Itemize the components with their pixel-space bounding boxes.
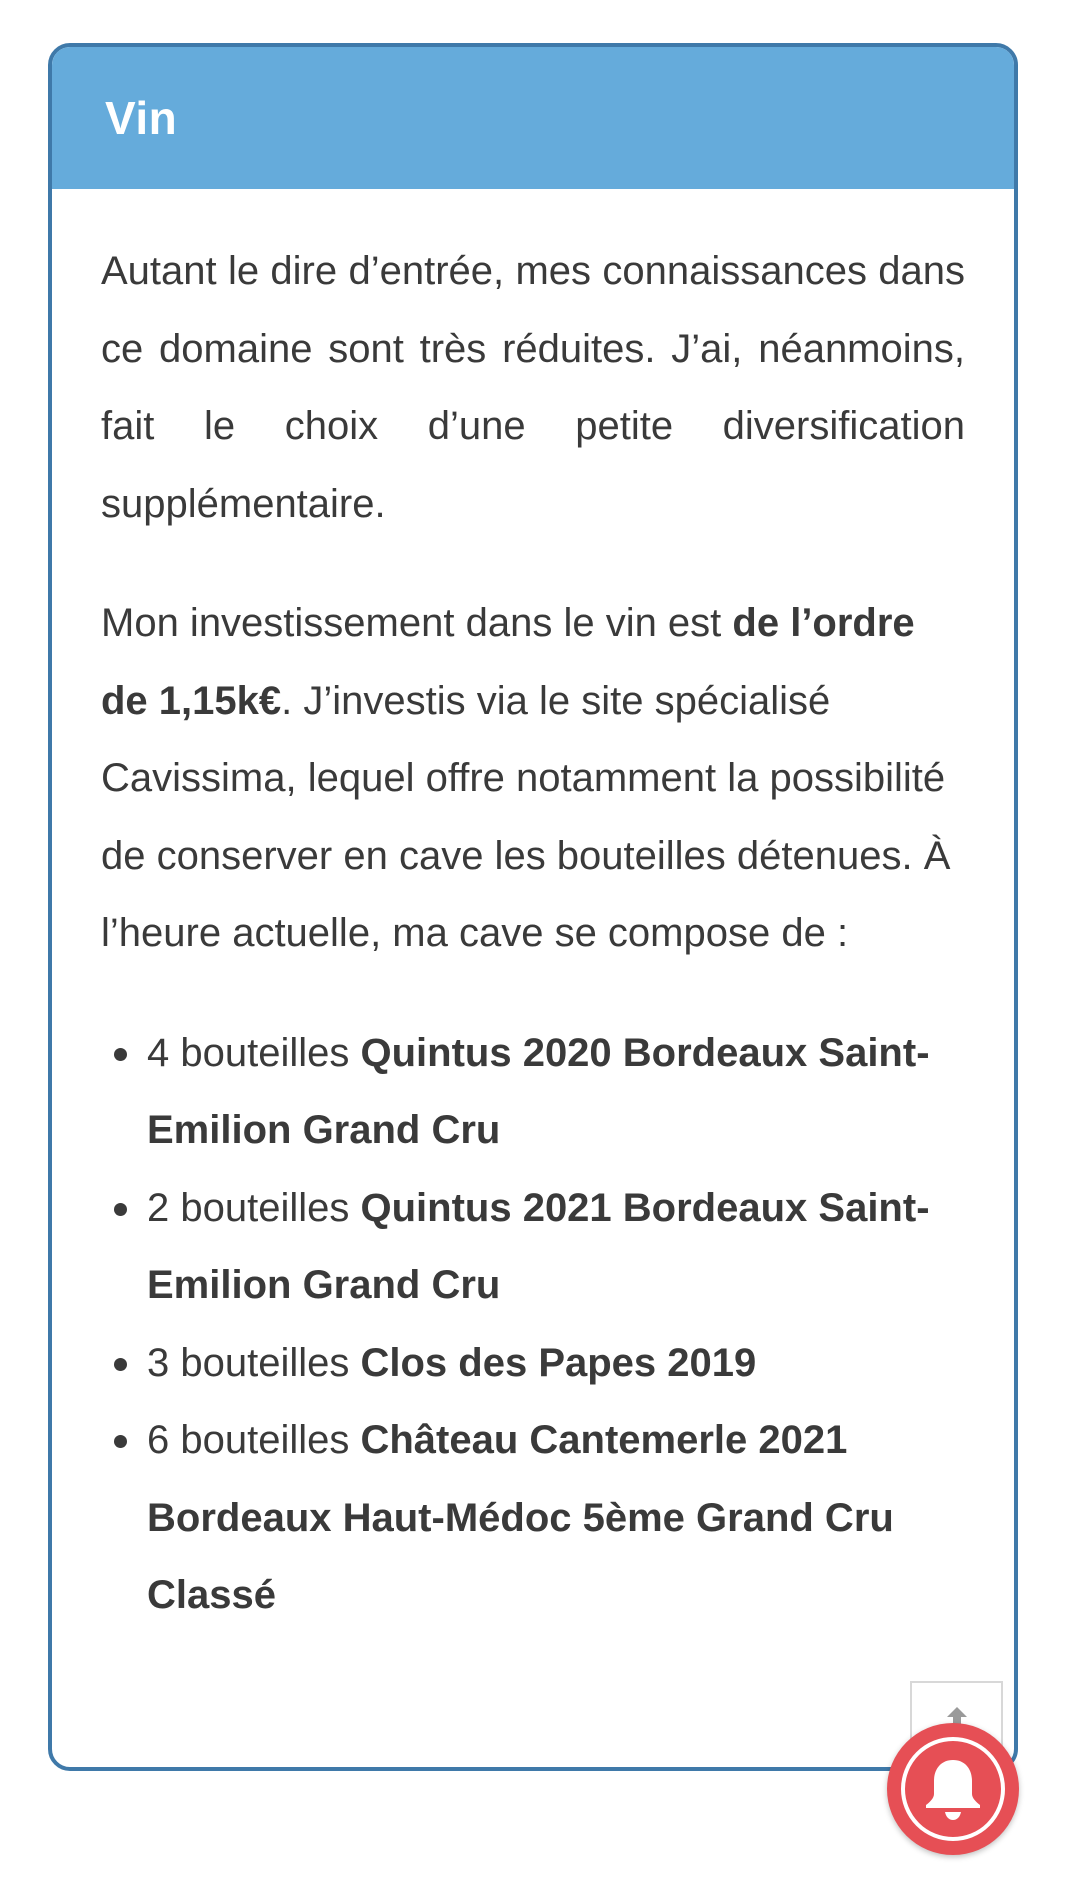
list-item [147, 1325, 965, 1403]
bottle-quantity: 4 bouteilles [147, 1030, 361, 1075]
investment-text-before: Mon investissement dans le vin est [101, 601, 733, 645]
wine-section-card [48, 43, 1018, 1771]
card-body [52, 189, 1014, 1635]
wine-name: Château Cantemerle 2021 Bordeaux Haut-Médoc 5ème Grand Cru Classé [147, 1418, 894, 1617]
wine-name: Quintus 2020 Bordeaux Saint-Emilion Grand Cru [147, 1030, 930, 1152]
bell-ring [901, 1737, 1005, 1841]
investment-paragraph [101, 585, 965, 973]
card-title: Vin [105, 92, 178, 144]
bottle-quantity: 2 bouteilles [147, 1185, 361, 1230]
investment-amount: de l’ordre de 1,15k€ [101, 601, 915, 723]
list-item [147, 1402, 965, 1635]
bell-icon [922, 1756, 984, 1822]
wine-name: Quintus 2021 Bordeaux Saint-Emilion Grand Cru [147, 1185, 930, 1307]
investment-text-after: . J’investis via le site spécialisé Cavissima, lequel offre notamment la possibilité de conserver en cave les bouteilles détenues. À l’heure actuelle, ma cave se compose de : [101, 678, 951, 955]
list-item [147, 1015, 965, 1170]
wine-name: Clos des Papes 2019 [360, 1340, 757, 1385]
wine-list [101, 1015, 965, 1635]
bottle-quantity: 6 bouteilles [147, 1418, 361, 1462]
card-header [52, 47, 1014, 189]
notification-bell-button[interactable] [887, 1723, 1019, 1855]
intro-paragraph: Autant le dire d’entrée, mes connaissances dans ce domaine sont très réduites. J’ai, néanmoins, fait le choix d’une petite diversification supplémentaire. [101, 249, 965, 526]
list-item [147, 1170, 965, 1325]
bottle-quantity: 3 bouteilles [147, 1340, 361, 1385]
